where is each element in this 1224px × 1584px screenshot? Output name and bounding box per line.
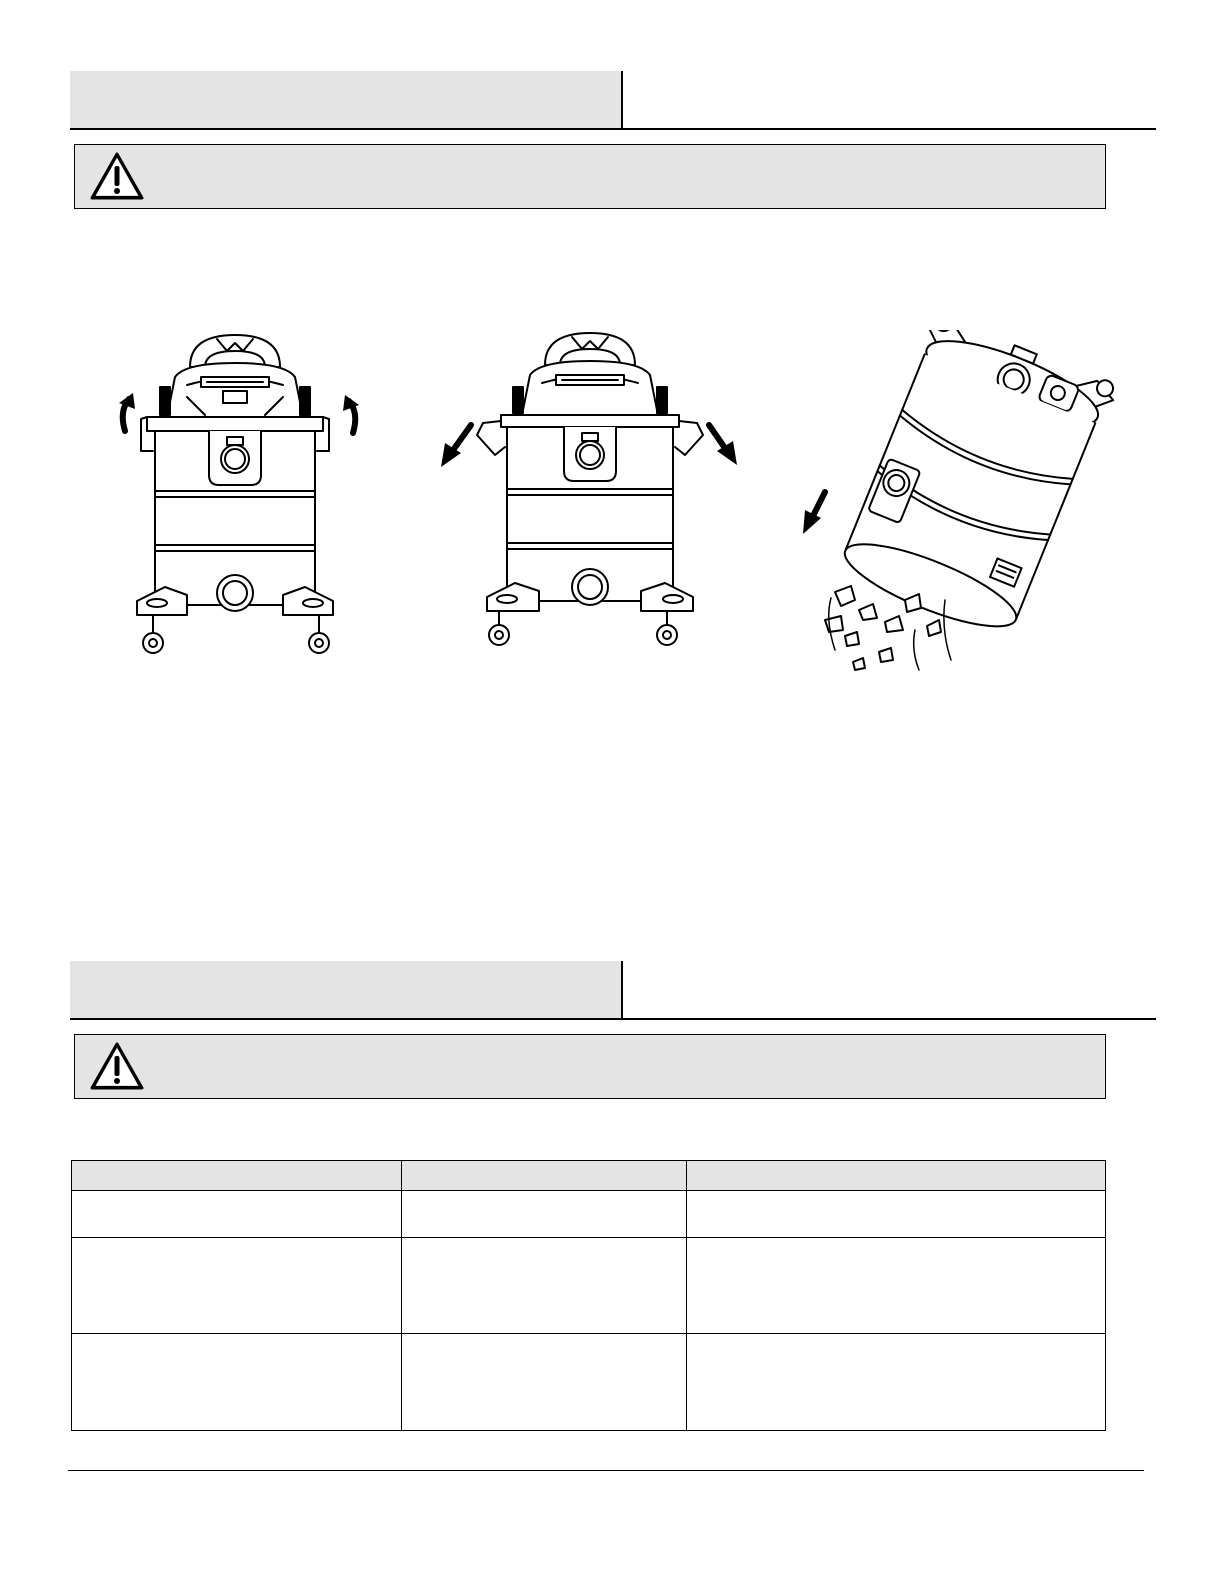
table-cell [402, 1334, 687, 1431]
warning-banner-1 [74, 144, 1106, 209]
column-header-action [687, 1161, 1106, 1191]
warning-triangle-icon [89, 1041, 145, 1091]
table-cell [687, 1238, 1106, 1334]
table-row [72, 1334, 1106, 1431]
table-header-row [72, 1161, 1106, 1191]
vacuum-tank-emptying-illustration [795, 330, 1130, 675]
table-row [72, 1191, 1106, 1238]
troubleshooting-table [71, 1160, 1106, 1431]
section-title-tab-2 [70, 961, 623, 1018]
table-cell [402, 1238, 687, 1334]
table-cell [687, 1191, 1106, 1238]
footer-divider [68, 1470, 1144, 1471]
warning-triangle-icon [89, 151, 145, 201]
table-cell [402, 1191, 687, 1238]
table-row [72, 1238, 1106, 1334]
warning-banner-2 [74, 1034, 1106, 1099]
table-cell [72, 1334, 402, 1431]
vacuum-latches-up-illustration [105, 325, 365, 660]
table-cell [687, 1334, 1106, 1431]
column-header-problem [72, 1161, 402, 1191]
column-header-cause [402, 1161, 687, 1191]
section-divider-1 [70, 128, 1156, 130]
table-cell [72, 1191, 402, 1238]
vacuum-lid-removed-illustration [435, 325, 745, 655]
table-cell [72, 1238, 402, 1334]
section-title-tab-1 [70, 71, 623, 128]
section-divider-2 [70, 1018, 1156, 1020]
